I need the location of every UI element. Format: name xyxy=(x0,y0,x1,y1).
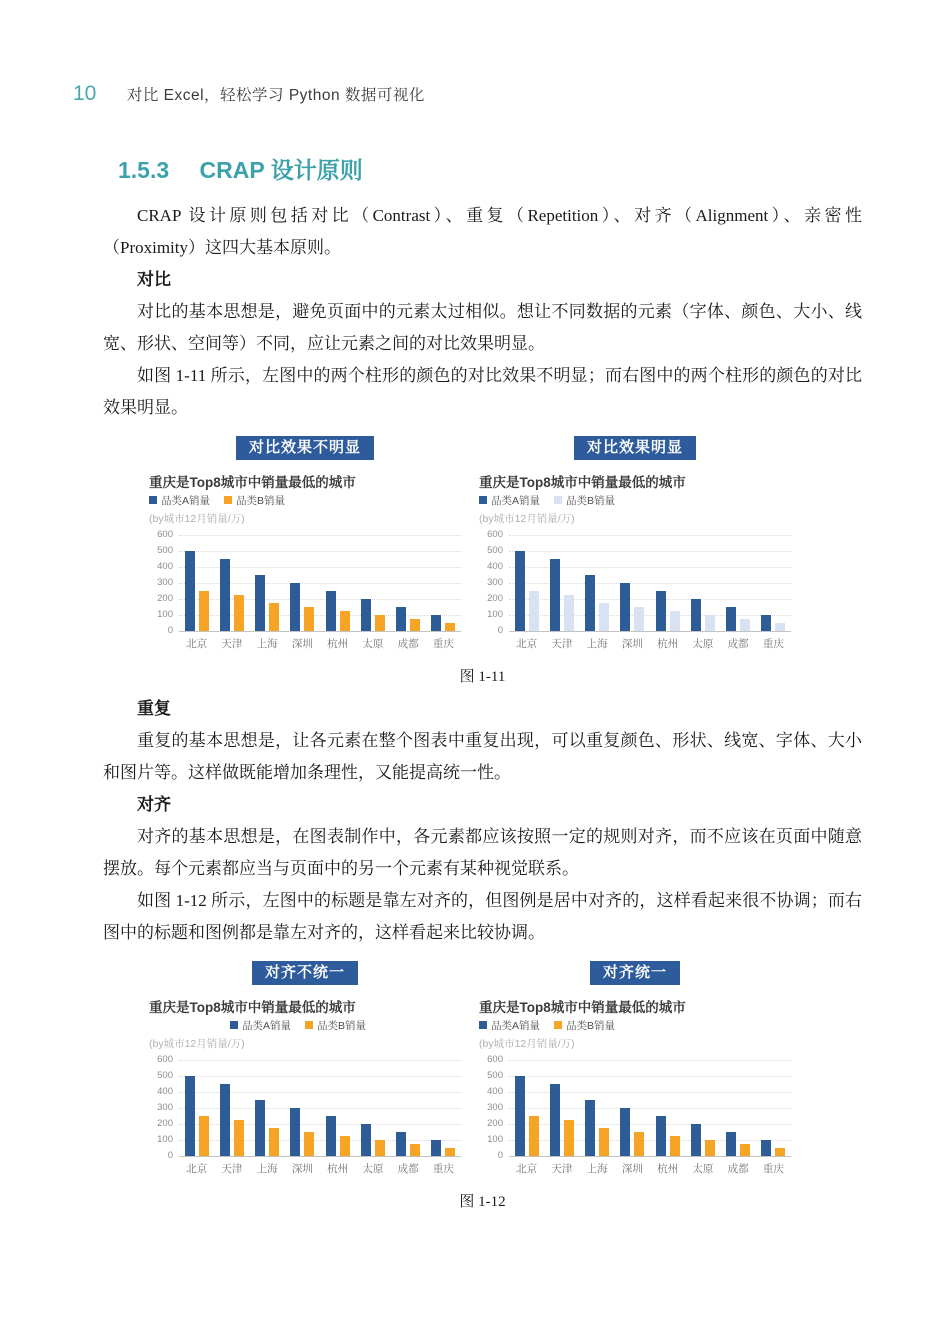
x-tick-label: 深圳 xyxy=(291,1163,313,1175)
legend-label: 品类A销量 xyxy=(491,1020,541,1032)
bar xyxy=(304,1132,314,1156)
bar-group xyxy=(721,607,756,631)
x-tick-label: 重庆 xyxy=(432,1163,454,1175)
plot-area xyxy=(487,529,791,636)
x-tick-label: 杭州 xyxy=(327,638,349,650)
x-axis-labels xyxy=(179,631,461,651)
badge-row xyxy=(149,436,461,462)
y-tick-label: 500 xyxy=(157,1070,173,1081)
bar xyxy=(634,607,644,631)
x-tick-label: 成都 xyxy=(727,638,749,650)
bar-group xyxy=(355,599,390,631)
bar xyxy=(670,1136,680,1156)
x-axis-labels xyxy=(509,1156,791,1176)
bar xyxy=(775,1148,785,1156)
bar xyxy=(255,575,265,631)
bar-group xyxy=(509,1076,544,1156)
legend-label: 品类B销量 xyxy=(566,1020,616,1032)
bar xyxy=(326,591,336,631)
contrast-low-badge: 对比效果不明显 xyxy=(236,436,374,460)
align-bad-badge: 对齐不统一 xyxy=(252,961,358,985)
x-tick-label: 北京 xyxy=(516,1163,538,1175)
bar xyxy=(620,583,630,631)
x-tick-label: 太原 xyxy=(362,1163,384,1175)
x-tick-label: 天津 xyxy=(551,638,573,650)
bar xyxy=(410,619,420,631)
legend-swatch-icon xyxy=(554,496,562,504)
x-tick-label: 天津 xyxy=(551,1163,573,1175)
bar xyxy=(410,1144,420,1156)
chart-subtitle: (by城市12月销量/万) xyxy=(149,513,245,525)
chart-panel-contrast-low xyxy=(149,436,461,651)
y-tick-label: 0 xyxy=(497,1150,503,1161)
x-tick-label: 成都 xyxy=(397,638,419,650)
chart-title: 重庆是Top8城市中销量最低的城市 xyxy=(149,475,356,490)
x-tick-label: 北京 xyxy=(186,1163,208,1175)
plot-area xyxy=(487,1054,791,1161)
bar-group xyxy=(650,1116,685,1156)
y-tick-label: 0 xyxy=(497,625,503,636)
bar-group xyxy=(650,591,685,631)
y-tick-label: 600 xyxy=(157,529,173,540)
contrast-paragraph-2: 如图 1-11 所示，左图中的两个柱形的颜色的对比效果不明显；而右图中的两个柱形的颜色的对比效果明显。 xyxy=(103,366,862,417)
chart-panel-align-good xyxy=(479,961,791,1176)
x-tick-label: 杭州 xyxy=(657,1163,679,1175)
bar-group xyxy=(685,1124,720,1156)
bar xyxy=(726,607,736,631)
bar xyxy=(361,599,371,631)
y-tick-label: 200 xyxy=(487,1118,503,1129)
bar xyxy=(564,595,574,631)
legend-item xyxy=(554,1020,615,1032)
section-number: 1.5.3 xyxy=(118,157,170,183)
legend-label: 品类A销量 xyxy=(241,1020,291,1032)
page-content xyxy=(103,156,862,1212)
bar-group xyxy=(391,1132,426,1156)
bar xyxy=(515,551,525,631)
bar xyxy=(396,1132,406,1156)
page-header xyxy=(0,0,948,106)
bar-groups xyxy=(179,535,461,631)
page-number: 10 xyxy=(73,82,97,105)
bar xyxy=(564,1120,574,1156)
bar-group xyxy=(285,1108,320,1156)
y-tick-label: 200 xyxy=(487,593,503,604)
bar xyxy=(761,1140,771,1156)
bar xyxy=(185,551,195,631)
bar-chart-contrast-high xyxy=(479,474,791,651)
bar xyxy=(220,559,230,631)
contrast-heading: 对比 xyxy=(137,270,171,289)
x-tick-label: 深圳 xyxy=(621,638,643,650)
bar xyxy=(726,1132,736,1156)
legend-swatch-icon xyxy=(230,1021,238,1029)
bar xyxy=(269,1128,279,1156)
y-tick-label: 400 xyxy=(157,1086,173,1097)
y-tick-label: 600 xyxy=(487,529,503,540)
y-tick-label: 100 xyxy=(487,609,503,620)
y-tick-label: 600 xyxy=(487,1054,503,1065)
figure-1-11 xyxy=(103,436,862,687)
bar-group xyxy=(320,591,355,631)
bar-groups xyxy=(179,1060,461,1156)
bar xyxy=(656,1116,666,1156)
legend-label: 品类B销量 xyxy=(317,1020,367,1032)
x-tick-label: 上海 xyxy=(586,638,608,650)
gridline xyxy=(179,1156,461,1157)
bar-chart-align-good xyxy=(479,999,791,1176)
bar-group xyxy=(580,1100,615,1156)
bar-group xyxy=(426,615,461,631)
bar-group xyxy=(580,575,615,631)
chart-title: 重庆是Top8城市中销量最低的城市 xyxy=(479,1000,686,1015)
alignment-paragraph-2: 如图 1-12 所示，左图中的标题是靠左对齐的，但图例是居中对齐的，这样看起来很不协调；而右图中的标题和图例都是靠左对齐的，这样看起来比较协调。 xyxy=(103,891,862,942)
alignment-heading: 对齐 xyxy=(137,795,171,814)
gridline xyxy=(509,1156,791,1157)
x-tick-label: 深圳 xyxy=(291,638,313,650)
y-tick-label: 400 xyxy=(487,1086,503,1097)
bar xyxy=(705,1140,715,1156)
x-tick-label: 重庆 xyxy=(432,638,454,650)
bar xyxy=(445,1148,455,1156)
figure-chart-row xyxy=(103,961,862,1176)
bar-group xyxy=(756,1140,791,1156)
intro-paragraph: CRAP 设计原则包括对比（Contrast）、重复（Repetition）、对齐（Alignment）、亲密性（Proximity）这四大基本原则。 xyxy=(103,206,862,257)
x-tick-label: 重庆 xyxy=(762,1163,784,1175)
bar xyxy=(340,611,350,631)
x-tick-label: 成都 xyxy=(727,1163,749,1175)
bar xyxy=(199,1116,209,1156)
legend-swatch-icon xyxy=(479,496,487,504)
chart-title: 重庆是Top8城市中销量最低的城市 xyxy=(149,1000,356,1015)
bar xyxy=(234,595,244,631)
bar-group xyxy=(179,1076,214,1156)
bar xyxy=(375,615,385,631)
legend-swatch-icon xyxy=(305,1021,313,1029)
bar xyxy=(431,1140,441,1156)
bar-groups xyxy=(509,1060,791,1156)
y-tick-label: 0 xyxy=(167,625,173,636)
bar-chart-contrast-low xyxy=(149,474,461,651)
repetition-heading: 重复 xyxy=(137,699,171,718)
x-axis-labels xyxy=(509,631,791,651)
bar-groups xyxy=(509,535,791,631)
bar xyxy=(705,615,715,631)
bar xyxy=(691,599,701,631)
y-tick-label: 100 xyxy=(157,609,173,620)
bar-group xyxy=(685,599,720,631)
bar xyxy=(691,1124,701,1156)
legend-item xyxy=(554,495,615,507)
legend-item xyxy=(479,495,540,507)
alignment-paragraph-1: 对齐的基本思想是，在图表制作中，各元素都应该按照一定的规则对齐，而不应该在页面中随意摆放。每个元素都应当与页面中的另一个元素有某种视觉联系。 xyxy=(103,827,862,878)
bar xyxy=(396,607,406,631)
x-tick-label: 上海 xyxy=(256,1163,278,1175)
bar xyxy=(375,1140,385,1156)
bar-group xyxy=(615,1108,650,1156)
bar xyxy=(340,1136,350,1156)
y-tick-label: 300 xyxy=(157,1102,173,1113)
chart-panel-contrast-high xyxy=(479,436,791,651)
bar-group xyxy=(214,1084,249,1156)
chart-subtitle: (by城市12月销量/万) xyxy=(149,1038,245,1050)
bar xyxy=(599,1128,609,1156)
chart-legend xyxy=(149,1020,461,1033)
y-tick-label: 400 xyxy=(487,561,503,572)
bar-group xyxy=(250,575,285,631)
legend-swatch-icon xyxy=(149,496,157,504)
bar-group xyxy=(544,1084,579,1156)
legend-swatch-icon xyxy=(224,496,232,504)
bar xyxy=(634,1132,644,1156)
bar xyxy=(775,623,785,631)
y-tick-label: 300 xyxy=(487,577,503,588)
plot-area xyxy=(157,529,461,636)
legend-item xyxy=(230,1020,291,1032)
gridline xyxy=(179,631,461,632)
x-tick-label: 太原 xyxy=(692,1163,714,1175)
section-heading xyxy=(118,156,862,184)
y-tick-label: 300 xyxy=(487,1102,503,1113)
bar xyxy=(656,591,666,631)
legend-item xyxy=(305,1020,366,1032)
y-tick-label: 400 xyxy=(157,561,173,572)
bar xyxy=(326,1116,336,1156)
figure-chart-row xyxy=(103,436,862,651)
bar xyxy=(670,611,680,631)
bar-group xyxy=(756,615,791,631)
bar xyxy=(290,1108,300,1156)
y-tick-label: 200 xyxy=(157,593,173,604)
legend-swatch-icon xyxy=(479,1021,487,1029)
y-tick-label: 200 xyxy=(157,1118,173,1129)
chart-legend xyxy=(479,1020,791,1033)
y-tick-label: 600 xyxy=(157,1054,173,1065)
bar xyxy=(550,559,560,631)
bar xyxy=(199,591,209,631)
bar xyxy=(599,603,609,631)
chart-title: 重庆是Top8城市中销量最低的城市 xyxy=(479,475,686,490)
bar-chart-align-bad xyxy=(149,999,461,1176)
bar xyxy=(761,615,771,631)
x-tick-label: 北京 xyxy=(186,638,208,650)
chart-subtitle: (by城市12月销量/万) xyxy=(479,1038,575,1050)
y-tick-label: 500 xyxy=(487,545,503,556)
x-tick-label: 天津 xyxy=(221,638,243,650)
y-tick-label: 100 xyxy=(157,1134,173,1145)
bar xyxy=(529,591,539,631)
legend-item xyxy=(479,1020,540,1032)
repetition-paragraph: 重复的基本思想是，让各元素在整个图表中重复出现，可以重复颜色、形状、线宽、字体、大小和图片等。这样做既能增加条理性，又能提高统一性。 xyxy=(103,731,862,782)
bar-group xyxy=(544,559,579,631)
bar-group xyxy=(391,607,426,631)
bar xyxy=(740,1144,750,1156)
bar-group xyxy=(179,551,214,631)
y-tick-label: 500 xyxy=(157,545,173,556)
bar-group xyxy=(285,583,320,631)
bar xyxy=(740,619,750,631)
bar xyxy=(269,603,279,631)
legend-item xyxy=(149,495,210,507)
legend-label: 品类B销量 xyxy=(236,495,286,507)
bar xyxy=(304,607,314,631)
bar-group xyxy=(320,1116,355,1156)
gridline xyxy=(509,631,791,632)
y-tick-label: 500 xyxy=(487,1070,503,1081)
bar xyxy=(290,583,300,631)
running-head-title: 对比 Excel，轻松学习 Python 数据可视化 xyxy=(126,87,425,104)
chart-panel-align-bad xyxy=(149,961,461,1176)
align-good-badge: 对齐统一 xyxy=(590,961,680,985)
x-tick-label: 重庆 xyxy=(762,638,784,650)
bar xyxy=(585,575,595,631)
legend-label: 品类B销量 xyxy=(566,495,616,507)
section-title: CRAP 设计原则 xyxy=(199,157,363,183)
x-tick-label: 杭州 xyxy=(327,1163,349,1175)
legend-label: 品类A销量 xyxy=(161,495,211,507)
bar-group xyxy=(721,1132,756,1156)
y-tick-label: 300 xyxy=(157,577,173,588)
bar-group xyxy=(426,1140,461,1156)
badge-row xyxy=(479,436,791,462)
badge-row xyxy=(479,961,791,987)
x-tick-label: 天津 xyxy=(221,1163,243,1175)
bar xyxy=(515,1076,525,1156)
bar-group xyxy=(509,551,544,631)
x-tick-label: 成都 xyxy=(397,1163,419,1175)
x-tick-label: 杭州 xyxy=(657,638,679,650)
bar xyxy=(585,1100,595,1156)
y-tick-label: 100 xyxy=(487,1134,503,1145)
bar-group xyxy=(250,1100,285,1156)
bar xyxy=(255,1100,265,1156)
chart-legend xyxy=(479,495,791,508)
bar-group xyxy=(355,1124,390,1156)
bar xyxy=(445,623,455,631)
bar xyxy=(550,1084,560,1156)
x-tick-label: 上海 xyxy=(256,638,278,650)
legend-label: 品类A销量 xyxy=(491,495,541,507)
x-tick-label: 上海 xyxy=(586,1163,608,1175)
badge-row xyxy=(149,961,461,987)
x-tick-label: 深圳 xyxy=(621,1163,643,1175)
x-tick-label: 北京 xyxy=(516,638,538,650)
x-axis-labels xyxy=(179,1156,461,1176)
bar xyxy=(234,1120,244,1156)
x-tick-label: 太原 xyxy=(692,638,714,650)
chart-legend xyxy=(149,495,461,508)
bar xyxy=(220,1084,230,1156)
bar xyxy=(361,1124,371,1156)
bar xyxy=(185,1076,195,1156)
bar xyxy=(529,1116,539,1156)
plot-area xyxy=(157,1054,461,1161)
bar-group xyxy=(214,559,249,631)
bar xyxy=(431,615,441,631)
contrast-high-badge: 对比效果明显 xyxy=(574,436,696,460)
figure-1-12 xyxy=(103,961,862,1212)
y-tick-label: 0 xyxy=(167,1150,173,1161)
legend-item xyxy=(224,495,285,507)
contrast-paragraph-1: 对比的基本思想是，避免页面中的元素太过相似。想让不同数据的元素（字体、颜色、大小、线宽、形状、空间等）不同，应让元素之间的对比效果明显。 xyxy=(103,302,862,353)
bar-group xyxy=(615,583,650,631)
bar xyxy=(620,1108,630,1156)
x-tick-label: 太原 xyxy=(362,638,384,650)
figure-1-11-caption: 图 1-11 xyxy=(459,669,506,685)
figure-1-12-caption: 图 1-12 xyxy=(459,1194,506,1210)
chart-subtitle: (by城市12月销量/万) xyxy=(479,513,575,525)
legend-swatch-icon xyxy=(554,1021,562,1029)
